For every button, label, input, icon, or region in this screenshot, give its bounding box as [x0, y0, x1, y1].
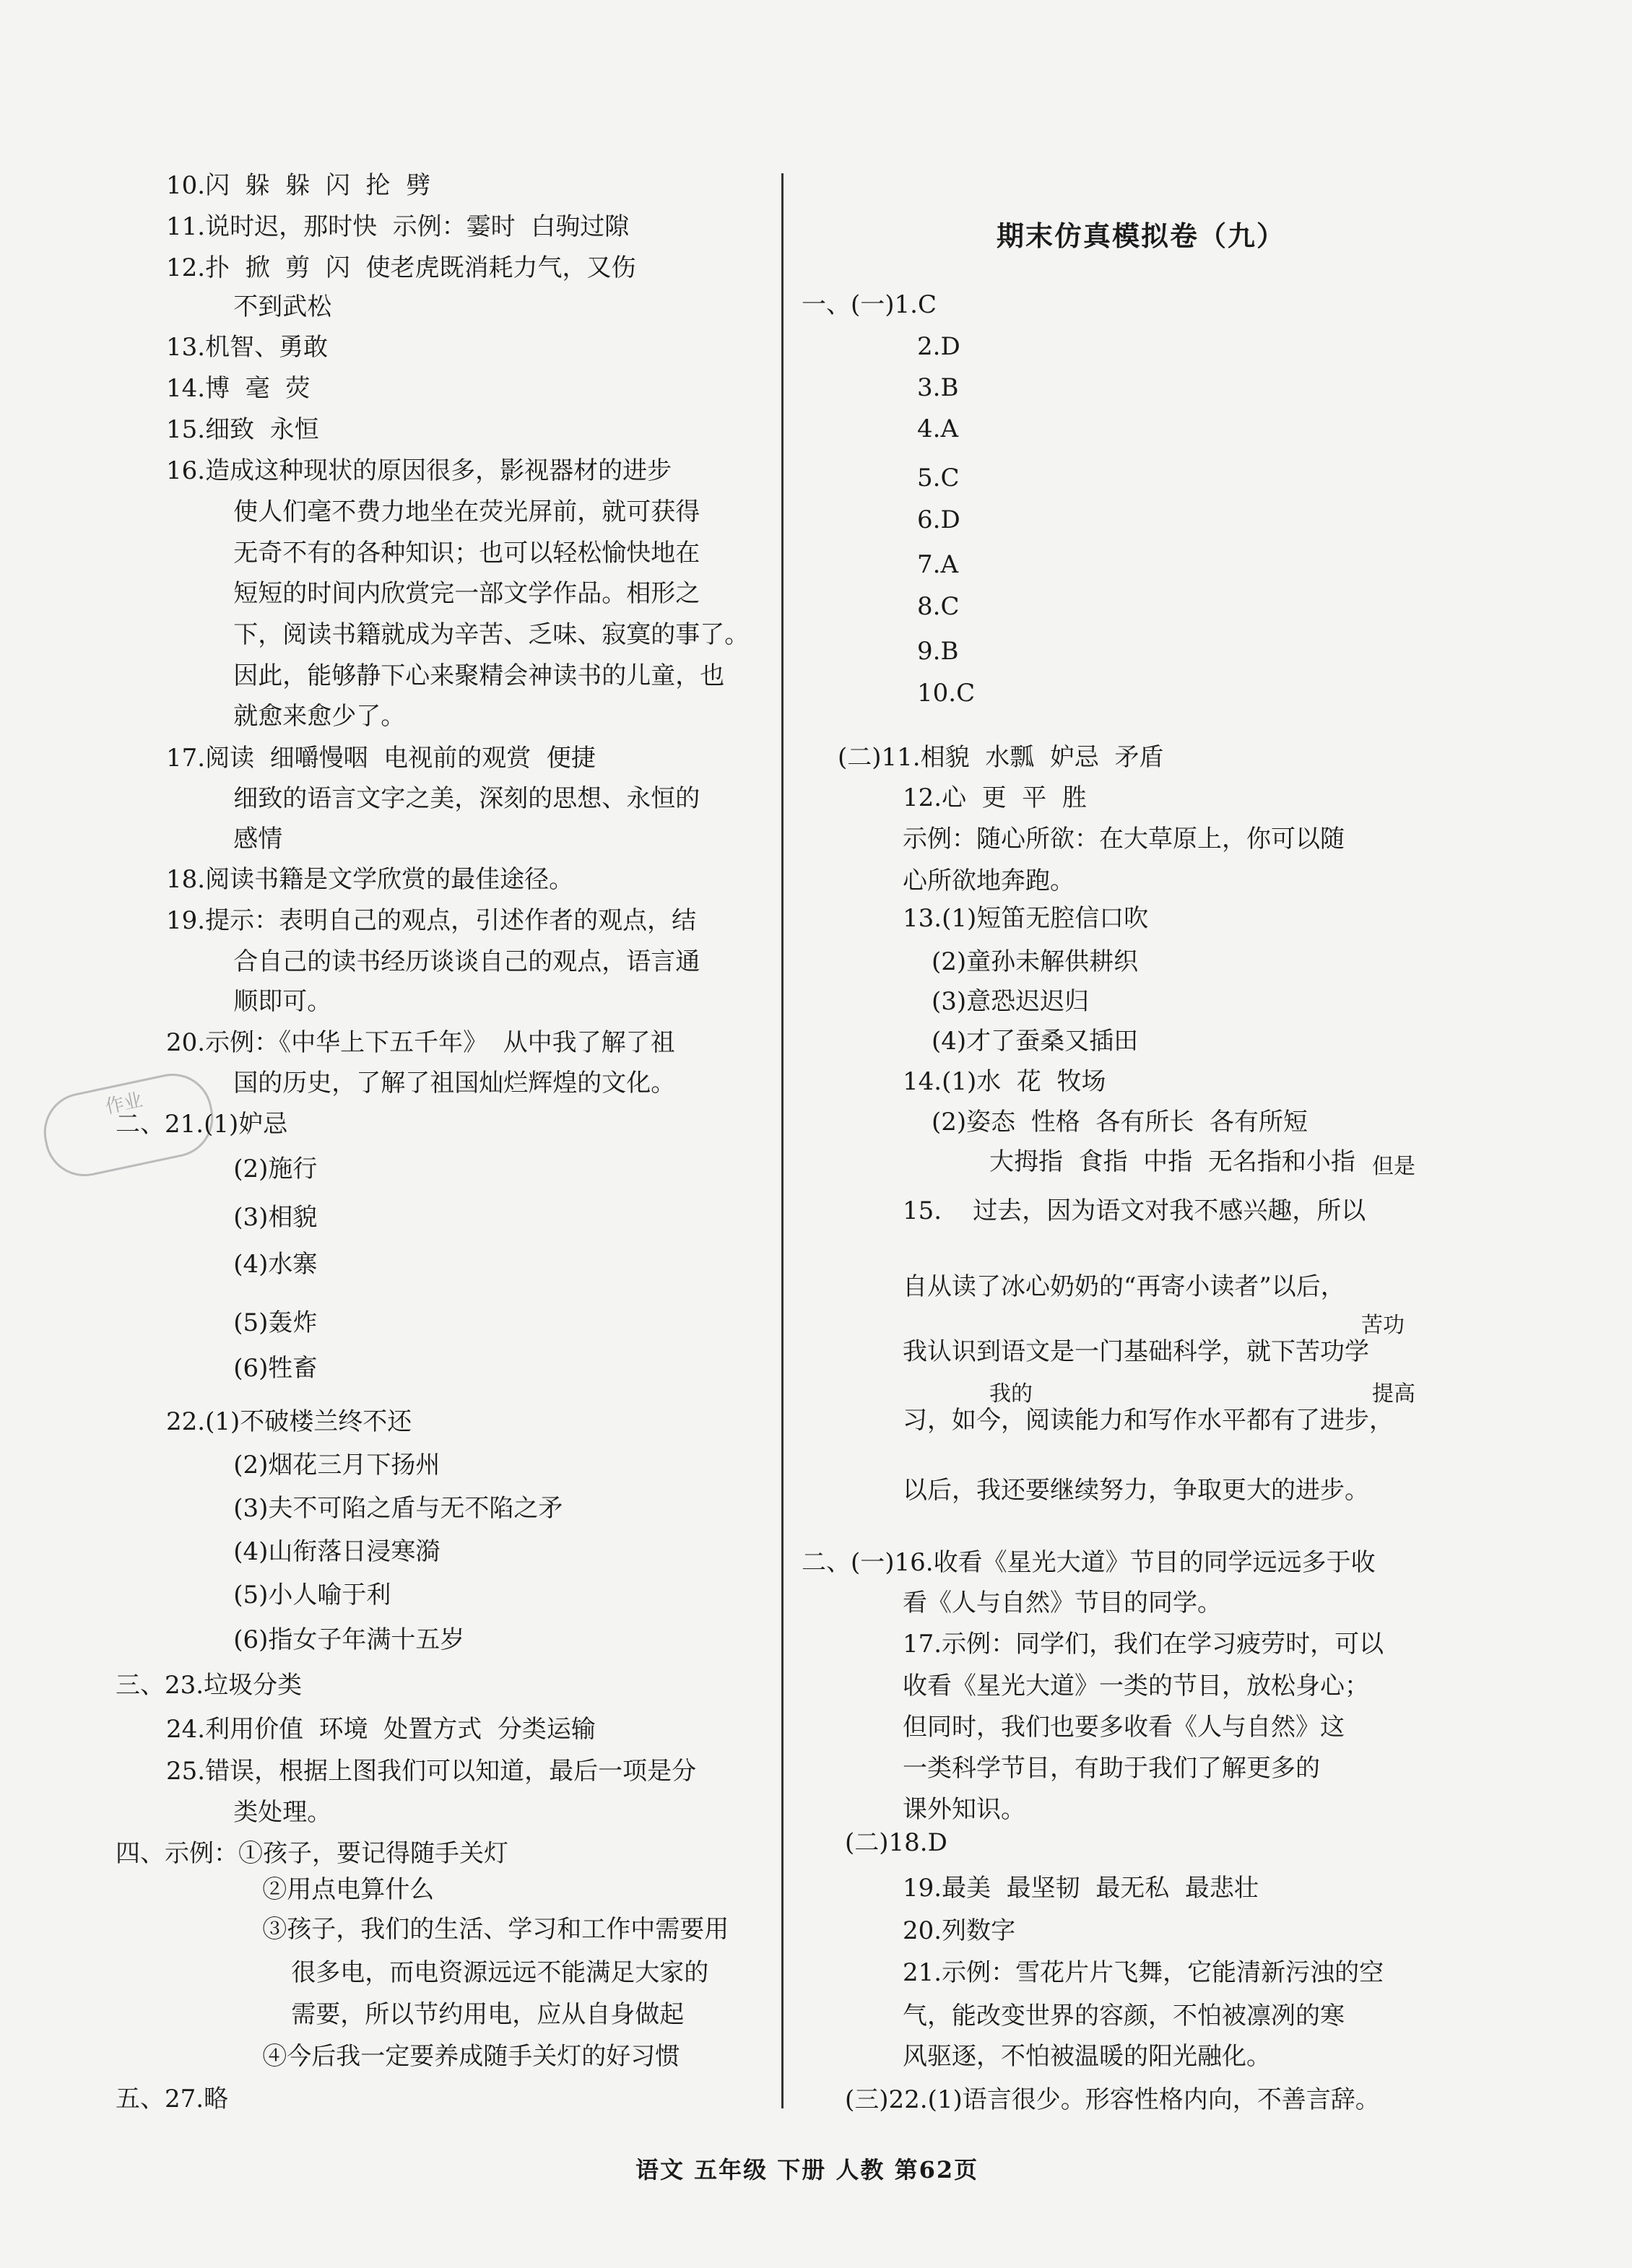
answer-line: 类处理。: [202, 1798, 332, 1827]
answer-line: 气，能改变世界的容颜，不怕被凛冽的寒: [903, 2002, 1345, 2030]
answer-line: 下，阅读书籍就成为辛苦、乏味、寂寞的事了。: [202, 620, 750, 649]
answer-line: 无奇不有的各种知识；也可以轻松愉快地在: [202, 539, 700, 568]
answer-line: 12.心 更 平 胜: [903, 783, 1087, 812]
answer-line: 22.(1)不破楼兰终不还: [166, 1407, 412, 1436]
answer-line: (2)施行: [202, 1155, 318, 1183]
answer-line: (2)姿态 性格 各有所长 各有所短: [932, 1108, 1308, 1137]
answer-line: 20.列数字: [903, 1916, 1016, 1945]
answer-line: 大拇指 食指 中指 无名指和小指: [989, 1147, 1355, 1176]
answer-line: (3)相貌: [202, 1203, 318, 1232]
answer-line: 11.说时迟，那时快 示例：霎时 白驹过隙: [166, 212, 630, 241]
answer-line: 3.B: [917, 373, 959, 402]
answer-line: 收看《星光大道》一类的节目，放松身心；: [903, 1672, 1369, 1700]
answer-line: (三)22.(1)语言很少。形容性格内向，不善言辞。: [845, 2085, 1380, 2114]
answer-line: 五、27.略: [116, 2085, 229, 2113]
answer-line: 风驱逐，不怕被温暖的阳光融化。: [903, 2042, 1271, 2071]
answer-line: 21.示例：雪花片片飞舞，它能清新污浊的空: [903, 1958, 1384, 1987]
answer-line: 15. 过去，因为语文对我不感兴趣，所以: [903, 1196, 1366, 1225]
column-divider: [781, 173, 784, 2108]
answer-line: (6)牲畜: [202, 1354, 318, 1383]
answer-line: 25.错误，根据上图我们可以知道，最后一项是分: [166, 1757, 697, 1786]
answer-line: 一类科学节目，有助于我们了解更多的: [903, 1754, 1320, 1783]
answer-line: 17.阅读 细嚼慢咽 电视前的观赏 便捷: [166, 744, 596, 773]
answer-line: 12.扑 掀 剪 闪 使老虎既消耗力气，又伤: [166, 253, 636, 282]
correction-note: 但是: [1372, 1154, 1415, 1179]
answer-line: (4)山衔落日浸寒漪: [202, 1537, 440, 1566]
watermark-stamp: 作业: [37, 1066, 221, 1184]
page-footer: 语文 五年级 下册 人教 第62页: [635, 2156, 979, 2184]
answer-line: (3)夫不可陷之盾与无不陷之矛: [202, 1494, 563, 1523]
answer-line: 以后，我还要继续努力，争取更大的进步。: [903, 1476, 1369, 1505]
answer-line: (二)11.相貌 水瓢 妒忌 矛盾: [838, 743, 1164, 772]
answer-line: (2)童孙未解供耕织: [932, 947, 1139, 976]
answer-line: 自从读了冰心奶奶的“再寄小读者”以后，: [903, 1272, 1345, 1301]
answer-line: 5.C: [917, 464, 960, 492]
answer-line: (5)小人喻于利: [202, 1581, 391, 1609]
answer-line: 示例：随心所欲：在大草原上，你可以随: [903, 825, 1345, 853]
answer-line: 16.造成这种现状的原因很多，影视器材的进步: [166, 456, 672, 485]
answer-line: 2.D: [917, 332, 960, 361]
answer-line: 20.示例：《中华上下五千年》 从中我了解了祖: [166, 1028, 675, 1057]
answer-line: 国的历史，了解了祖国灿烂辉煌的文化。: [202, 1069, 676, 1098]
answer-line: 看《人与自然》节目的同学。: [903, 1589, 1222, 1617]
answer-line: 需要，所以节约用电，应从自身做起: [260, 2000, 685, 2029]
answer-line: ②用点电算什么: [231, 1875, 435, 1904]
answer-line: 但同时，我们也要多收看《人与自然》这: [903, 1713, 1345, 1742]
answer-line: 短短的时间内欣赏完一部文学作品。相形之: [202, 579, 700, 608]
answer-line: 感情: [202, 825, 283, 853]
answer-line: 很多电，而电资源远远不能满足大家的: [260, 1958, 709, 1987]
answer-line: (二)18.D: [845, 1828, 947, 1857]
answer-line: 四、示例：①孩子，要记得随手关灯: [116, 1839, 508, 1868]
answer-line: 一、(一)1.C: [802, 290, 937, 319]
answer-line: 二、(一)16.收看《星光大道》节目的同学远远多于收: [802, 1548, 1376, 1577]
answer-line: 7.A: [917, 550, 958, 579]
answer-line: 就愈来愈少了。: [202, 702, 406, 731]
answer-line: 10.闪 躲 躲 闪 抡 劈: [166, 171, 431, 200]
answer-line: 14.(1)水 花 牧场: [903, 1067, 1106, 1096]
answer-line: 二、21.(1)妒忌: [116, 1110, 288, 1139]
answer-line: 10.C: [917, 679, 976, 708]
answer-line: 使人们毫不费力地坐在荧光屏前，就可获得: [202, 498, 700, 526]
answer-line: ③孩子，我们的生活、学习和工作中需要用: [231, 1915, 729, 1944]
answer-line: 因此，能够静下心来聚精会神读书的儿童，也: [202, 661, 725, 690]
correction-note: 提高: [1372, 1381, 1415, 1407]
answer-line: 19.最美 最坚韧 最无私 最悲壮: [903, 1874, 1259, 1903]
answer-line: (4)才了蚕桑又插田: [932, 1027, 1139, 1056]
answer-line: 顺即可。: [202, 987, 332, 1016]
answer-line: 13.(1)短笛无腔信口吹: [903, 904, 1149, 933]
answer-line: ④今后我一定要养成随手关灯的好习惯: [231, 2042, 680, 2071]
answer-line: (5)轰炸: [202, 1308, 318, 1337]
answer-line: 习，如今，阅读能力和写作水平都有了进步，: [903, 1406, 1394, 1435]
answer-line: 9.B: [917, 637, 959, 666]
answer-line: 三、23.垃圾分类: [116, 1671, 303, 1700]
answer-line: (6)指女子年满十五岁: [202, 1625, 465, 1654]
answer-line: 课外知识。: [903, 1795, 1025, 1824]
answer-line: (4)水寨: [202, 1250, 318, 1279]
answer-line: (3)意恐迟迟归: [932, 987, 1090, 1016]
answer-line: 18.阅读书籍是文学欣赏的最佳途径。: [166, 865, 574, 894]
answer-line: 24.利用价值 环境 处置方式 分类运输: [166, 1715, 596, 1744]
answer-line: 19.提示：表明自己的观点，引述作者的观点，结: [166, 906, 697, 935]
correction-note: 苦功: [1361, 1313, 1405, 1338]
answer-line: 不到武松: [202, 292, 332, 321]
answer-line: 6.D: [917, 505, 960, 534]
answer-line: 4.A: [917, 414, 958, 443]
answer-line: 8.C: [917, 592, 960, 621]
answer-line: (2)烟花三月下扬州: [202, 1451, 440, 1480]
answer-line: 我认识到语文是一门基础科学，就下苦功学: [903, 1337, 1369, 1366]
answer-line: 15.细致 永恒: [166, 415, 319, 444]
answer-line: 14.博 毫 荧: [166, 374, 311, 403]
answer-line: 心所欲地奔跑。: [903, 866, 1075, 895]
answer-line: 13.机智、勇敢: [166, 333, 329, 362]
correction-note: 我的: [989, 1381, 1033, 1407]
answer-line: 合自己的读书经历谈谈自己的观点，语言通: [202, 947, 700, 976]
answer-line: 17.示例：同学们，我们在学习疲劳时，可以: [903, 1630, 1384, 1659]
answer-line: 细致的语言文字之美，深刻的思想、永恒的: [202, 784, 700, 813]
section-title: 期末仿真模拟卷（九）: [997, 220, 1286, 252]
